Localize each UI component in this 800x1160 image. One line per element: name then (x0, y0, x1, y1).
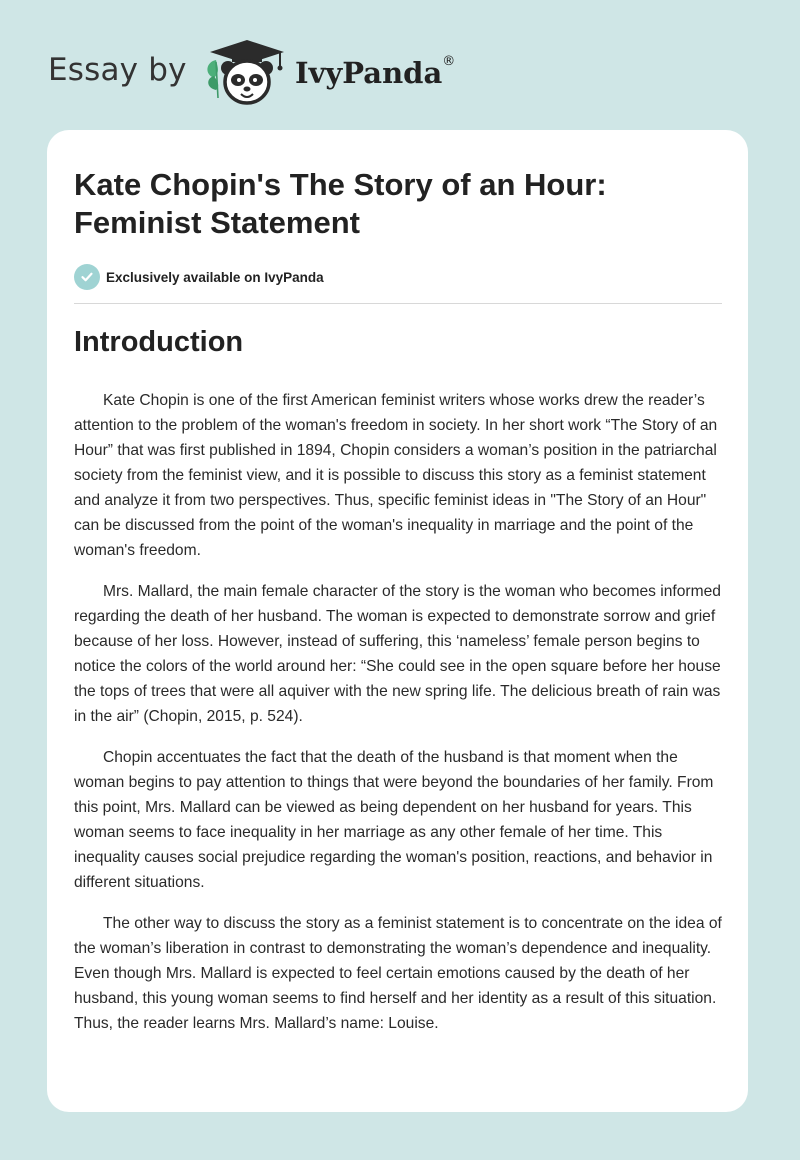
exclusive-badge (74, 264, 324, 290)
paragraph: The other way to discuss the story as a feminist statement is to concentrate on the idea of the woman’s liberation in contrast to demonstrating the woman’s dependence and inequality. Even though Mrs. Mallard is expected to feel certain emotions caused by the death of her husband, this young woman seems to find herself and her identity as a result of this situation. Thus, the reader learns Mrs. Mallard’s name: Louise. (74, 915, 722, 1032)
site-header (48, 38, 468, 108)
paragraph: Kate Chopin is one of the first American feminist writers whose works drew the reader’s attention to the problem of the woman's freedom in society. In her short work “The Story of an Hour” that was first published in 1894, Chopin considers a woman’s position in the patriarchal society from the feminist view, and it is possible to discuss this story as a feminist statement and analyze it from two perspectives. Thus, specific feminist ideas in "The Story of an Hour" can be discussed from the point of the woman's inequality in marriage and the point of the woman's freedom. (74, 392, 718, 559)
article-body (74, 388, 724, 1052)
paragraph: Chopin accentuates the fact that the death of the husband is that moment when the woman begins to pay attention to things that were beyond the boundaries of her family. From this point, Mrs. Mallard can be viewed as being dependent on her husband for years. This woman seems to face inequality in her marriage as any other female of her time. This inequality causes social prejudice regarding the woman's position, reactions, and behavior in different situations. (74, 749, 714, 891)
essay-card (47, 130, 748, 1112)
exclusive-label: Exclusively available on IvyPanda (106, 269, 324, 285)
page-title: Kate Chopin's The Story of an Hour: Feminist Statement (74, 167, 607, 240)
divider (74, 303, 722, 304)
check-circle-icon (74, 264, 100, 290)
panda-graduation-cap-icon (202, 38, 292, 108)
brand-name[interactable]: IvyPanda® (295, 54, 456, 90)
section-heading: Introduction (74, 326, 244, 358)
paragraph: Mrs. Mallard, the main female character of the story is the woman who becomes informed regarding the death of her husband. The woman is expected to demonstrate sorrow and grief because of her loss. However, instead of suffering, this ‘nameless’ female person begins to notice the colors of the world around her: “She could see in the open square before her house the tops of trees that were all aquiver with the new spring life. The delicious breath of rain was in the air” (Chopin, 2015, p. 524). (74, 583, 721, 725)
essay-by-label: Essay by (48, 52, 187, 88)
